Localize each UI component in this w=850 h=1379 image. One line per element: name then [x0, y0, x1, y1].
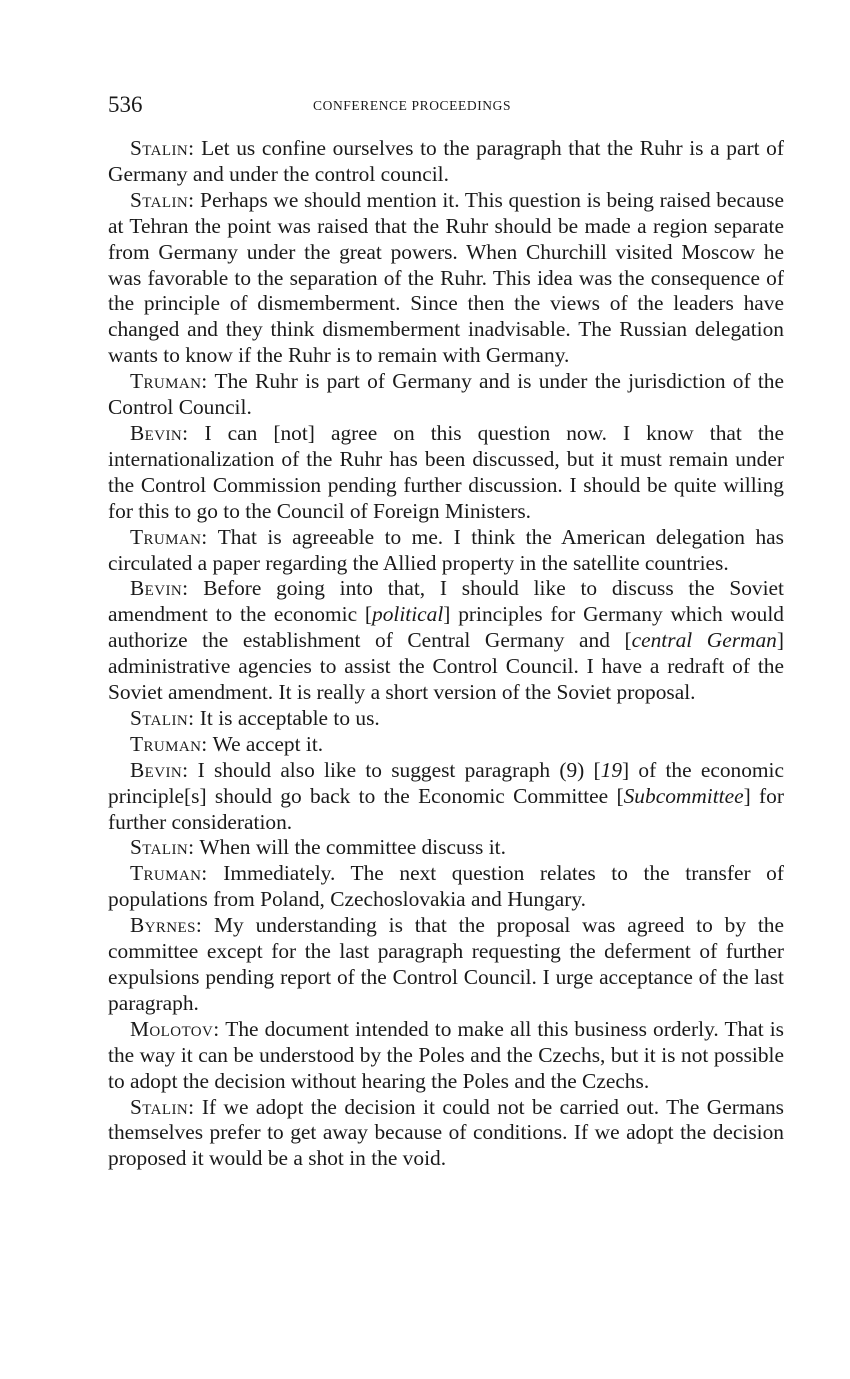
- paragraph-2: [108, 188, 784, 369]
- paragraph-text: My understanding is that the proposal was agreed to by the committee except for the last paragraph requesting the deferment of further expulsions pending report of the Control Council. I urge acceptance of the last paragraph.: [108, 913, 784, 1015]
- paragraph-10: [108, 835, 784, 861]
- page-header: [108, 92, 784, 126]
- paragraph-text: That is agreeable to me. I think the American delegation has circulated a paper regarding the Allied property in the satellite countries.: [108, 524, 784, 575]
- paragraph-text: ] of the economic principle[s] should go back to the Economic Committee [: [108, 757, 784, 808]
- paragraph-text: I can [not] agree on this question now. I know that the internationalization of the Ruhr has been discussed, but it must remain under the Control Commission pending further discussion. I should be quite willing for this to go to the Council of Foreign Ministers.: [108, 420, 784, 523]
- running-head: CONFERENCE PROCEEDINGS: [313, 98, 512, 113]
- paragraph-8: [108, 732, 784, 758]
- paragraph-text: The document intended to make all this business orderly. That is the way it can be understood by the Poles and the Czechs, but it is not possible to adopt the decision without hearing the Poles and the Czechs.: [108, 1016, 784, 1093]
- paragraph-5: [108, 525, 784, 577]
- paragraph-3: [108, 369, 784, 421]
- paragraph-1: [108, 136, 784, 188]
- paragraph-text: Perhaps we should mention it. This question is being raised because at Tehran the point was raised that the Ruhr should be made a region separate from Germany under the great powers. When Churchill visited Moscow he was favorable to the separation of the Ruhr. This idea was the consequence of the principle of dismemberment. Since then the views of the leaders have changed and they think dismemberment inadvisable. The Russian delegation wants to know if the Ruhr is to remain with Germany.: [108, 187, 784, 368]
- paragraph-9: [108, 758, 784, 836]
- paragraph-12: [108, 913, 784, 1017]
- speaker-name: Stalin:: [130, 835, 195, 860]
- editorial-insert: 19: [600, 757, 623, 782]
- editorial-insert: central German: [631, 628, 777, 653]
- paragraph-text: Before going into that, I should like to discuss the Soviet amendment to the economic [: [108, 576, 784, 627]
- paragraph-11: [108, 861, 784, 913]
- paragraph-text: We accept it.: [207, 731, 324, 756]
- speaker-name: Truman:: [130, 731, 208, 756]
- paragraph-13: [108, 1017, 784, 1095]
- editorial-insert: Subcommittee: [623, 783, 744, 808]
- paragraph-text: ] principles for Germany which would authorize the establishment of Central Germany and [: [108, 602, 784, 653]
- paragraph-text: When will the committee discuss it.: [194, 835, 506, 860]
- speaker-name: Byrnes:: [130, 913, 203, 938]
- paragraph-text: I should also like to suggest paragraph (9) [: [188, 757, 601, 782]
- paragraph-text: ] for further consideration.: [108, 783, 784, 834]
- page-number: 536: [108, 92, 143, 117]
- speaker-name: Stalin:: [130, 1094, 195, 1119]
- document-page: [108, 92, 784, 1172]
- paragraph-text: The Ruhr is part of Germany and is under the jurisdiction of the Control Council.: [108, 369, 784, 420]
- editorial-insert: political: [372, 602, 444, 627]
- paragraph-6: [108, 576, 784, 706]
- paragraph-text: If we adopt the decision it could not be carried out. The Germans themselves prefer to get away because of conditions. If we adopt the decision proposed it would be a shot in the void.: [108, 1094, 784, 1171]
- paragraph-7: [108, 706, 784, 732]
- speaker-name: Molotov:: [130, 1016, 220, 1041]
- paragraph-14: [108, 1095, 784, 1173]
- paragraph-text: Immediately. The next question relates to the transfer of populations from Poland, Czechoslovakia and Hungary.: [108, 861, 784, 912]
- paragraph-4: [108, 421, 784, 525]
- paragraph-text: Let us confine ourselves to the paragraph that the Ruhr is a part of Germany and under the control council.: [108, 136, 784, 186]
- speaker-name: Stalin:: [130, 187, 195, 212]
- speaker-name: Bevin:: [130, 576, 189, 601]
- paragraph-text: ] administrative agencies to assist the Control Council. I have a redraft of the Soviet amendment. It is really a short version of the Soviet proposal.: [108, 628, 785, 705]
- speaker-name: Truman:: [130, 861, 208, 886]
- speaker-name: Bevin:: [130, 420, 189, 445]
- speaker-name: Truman:: [130, 524, 208, 549]
- paragraph-text: It is acceptable to us.: [194, 705, 380, 730]
- speaker-name: Bevin:: [130, 757, 189, 782]
- speaker-name: Stalin:: [130, 136, 195, 160]
- speaker-name: Stalin:: [130, 705, 195, 730]
- speaker-name: Truman:: [130, 369, 208, 394]
